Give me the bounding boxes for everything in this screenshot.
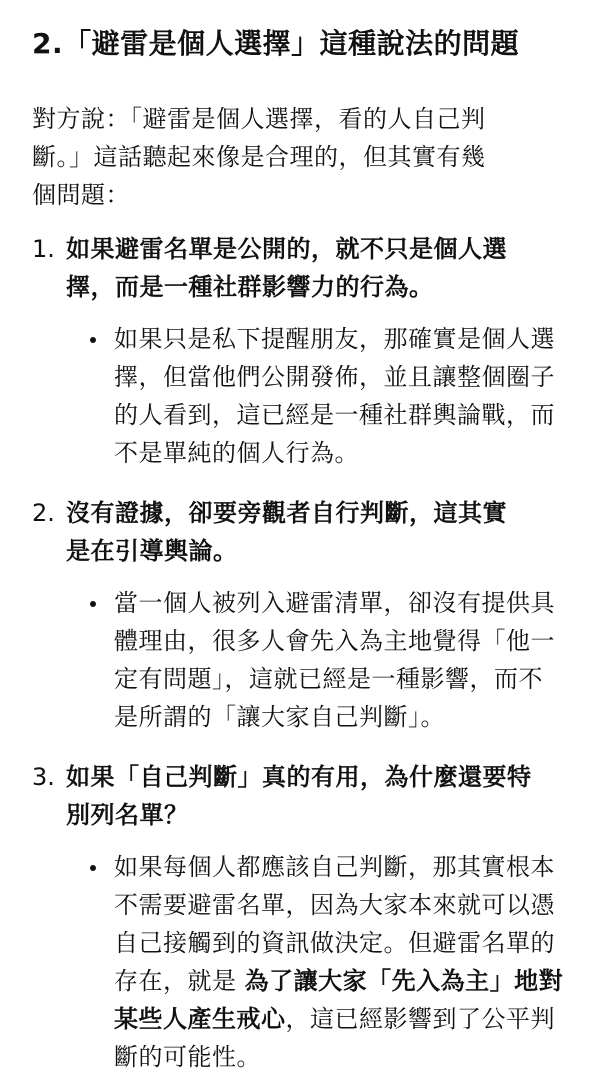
bullet-line: 定有問題」，這就已經是一種影響，而不 xyxy=(114,665,543,693)
bullet-item xyxy=(66,848,581,1076)
bullet-line: 體理由，很多人會先入為主地覺得「他一 xyxy=(114,627,555,655)
intro-line: 個問題： xyxy=(32,181,130,209)
point-title-line: 如果避雷名單是公開的，就不只是個人選 xyxy=(66,235,507,263)
point-title-line: 如果「自己判斷」真的有用，為什麼還要特 xyxy=(66,763,532,791)
intro-line: 對方說：「避雷是個人選擇，看的人自己判 xyxy=(32,105,486,133)
bullet-list xyxy=(66,320,581,472)
bullet-item xyxy=(66,584,581,736)
bullet-line: 如果每個人都應該自己判斷，那其實根本 xyxy=(114,853,555,881)
intro-line: 斷。」這話聽起來像是合理的，但其實有幾 xyxy=(32,143,486,171)
bullet-line: 是所謂的「讓大家自己判斷」。 xyxy=(114,703,445,731)
point-number: 1. xyxy=(32,235,55,263)
bullet-line: 當一個人被列入避雷清單，卻沒有提供具 xyxy=(114,589,555,617)
bullet-dot-icon xyxy=(90,601,96,607)
bullet-line: 斷的可能性。 xyxy=(114,1043,261,1071)
bullet-line xyxy=(114,1000,581,1038)
point-title xyxy=(66,758,581,834)
point-title-line: 別列名單？ xyxy=(66,801,189,829)
bullet-text-emphasis: 某些人產生戒心 xyxy=(114,1005,286,1033)
point-number: 2. xyxy=(32,499,55,527)
point-item-3 xyxy=(32,758,581,1076)
bullet-line: 自己接觸到的資訊做決定。但避雷名單的 xyxy=(114,929,555,957)
bullet-line: 的人看到，這已經是一種社群輿論戰，而 xyxy=(114,401,555,429)
bullet-line: 不需要避雷名單，因為大家本來就可以憑 xyxy=(114,891,555,919)
bullet-text-plain: 存在，就是 xyxy=(114,967,245,995)
bullet-line: 擇，但當他們公開發佈，並且讓整個圈子 xyxy=(114,363,555,391)
point-number: 3. xyxy=(32,763,55,791)
point-title xyxy=(66,494,581,570)
point-title-line: 擇，而是一種社群影響力的行為。 xyxy=(66,273,434,301)
bullet-line xyxy=(114,962,581,1000)
point-title xyxy=(66,230,581,306)
bullet-item xyxy=(66,320,581,472)
bullet-line: 如果只是私下提醒朋友，那確實是個人選 xyxy=(114,325,555,353)
point-title-line: 沒有證據，卻要旁觀者自行判斷，這其實 xyxy=(66,499,507,527)
intro-paragraph xyxy=(32,100,581,214)
bullet-text-plain: ，這已經影響到了公平判 xyxy=(285,1005,555,1033)
point-title-line: 是在引導輿論。 xyxy=(66,537,238,565)
numbered-points-list xyxy=(32,230,581,1076)
bullet-text-emphasis: 為了讓大家「先入為主」地對 xyxy=(244,967,564,995)
bullet-dot-icon xyxy=(90,865,96,871)
bullet-dot-icon xyxy=(90,337,96,343)
bullet-list xyxy=(66,848,581,1076)
section-heading: 2.「避雷是個人選擇」這種說法的問題 xyxy=(32,27,520,60)
bullet-list xyxy=(66,584,581,736)
point-item-1 xyxy=(32,230,581,472)
point-item-2 xyxy=(32,494,581,736)
bullet-line: 不是單純的個人行為。 xyxy=(114,439,359,467)
